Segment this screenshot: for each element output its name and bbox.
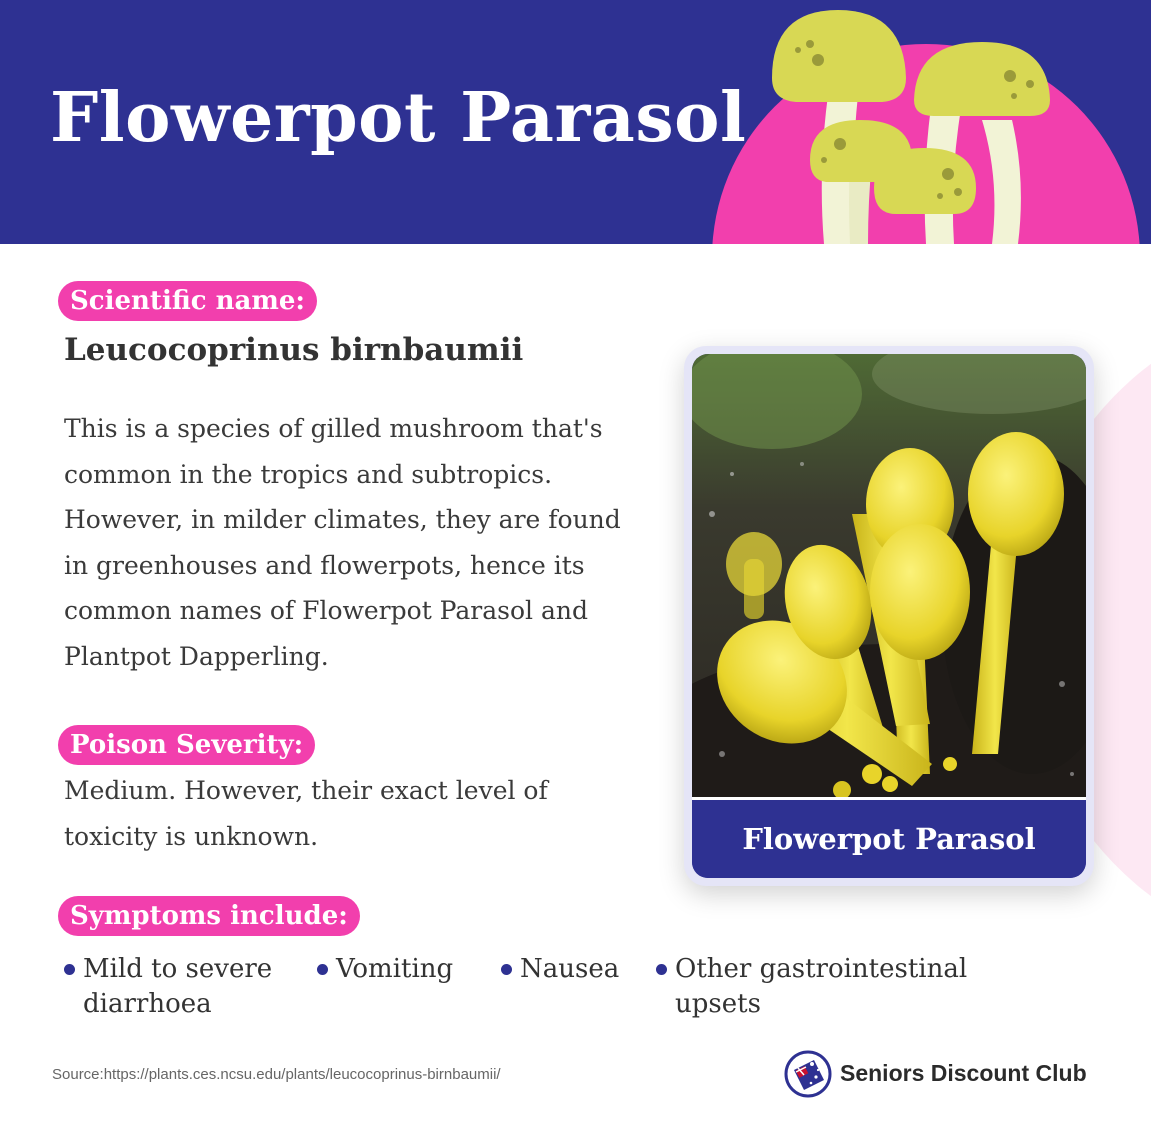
description-line: common in the tropics and subtropics. — [64, 459, 553, 489]
description — [64, 406, 664, 680]
photo-card — [684, 346, 1094, 886]
symptom-item — [317, 952, 453, 987]
symptom-item — [64, 952, 272, 1022]
poison-line: toxicity is unknown. — [64, 821, 319, 851]
description-line: This is a species of gilled mushroom that's — [64, 414, 603, 443]
bullet-icon — [317, 964, 328, 975]
bullet-icon — [656, 964, 667, 975]
description-line: However, in milder climates, they are found — [64, 505, 621, 535]
tag-flag-logo-icon — [784, 1050, 832, 1098]
symptom-item — [656, 952, 967, 1022]
source-citation: Source:https://plants.ces.ncsu.edu/plants/leucocoprinus-birnbaumii/ — [52, 1066, 501, 1083]
header-banner — [0, 0, 1151, 244]
symptom-text: Nausea — [520, 954, 620, 984]
card-caption: Flowerpot Parasol — [692, 800, 1086, 878]
brand-name: Seniors Discount Club — [840, 1060, 1087, 1086]
scientific-name-label: Scientific name: — [58, 281, 317, 321]
symptoms-label: Symptoms include: — [58, 896, 360, 936]
mushroom-photo — [692, 354, 1086, 797]
symptom-text: Mild to severe — [83, 954, 273, 984]
symptom-item — [501, 952, 619, 987]
mushroom-illustration-icon — [700, 0, 1151, 244]
poison-severity-text — [64, 768, 644, 859]
page-title: Flowerpot Parasol — [50, 78, 747, 158]
description-line: common names of Flowerpot Parasol and — [64, 596, 588, 626]
scientific-name: Leucocoprinus birnbaumii — [64, 332, 524, 368]
description-line: Plantpot Dapperling. — [64, 641, 329, 671]
description-line: in greenhouses and flowerpots, hence its — [64, 550, 585, 580]
poison-line: Medium. However, their exact level of — [64, 776, 548, 805]
symptom-text: Vomiting — [336, 954, 454, 984]
poison-severity-label: Poison Severity: — [58, 725, 315, 765]
bullet-icon — [501, 964, 512, 975]
symptom-text: diarrhoea — [83, 989, 212, 1019]
bullet-icon — [64, 964, 75, 975]
symptom-text: upsets — [675, 989, 761, 1019]
symptom-text: Other gastrointestinal — [675, 954, 968, 984]
